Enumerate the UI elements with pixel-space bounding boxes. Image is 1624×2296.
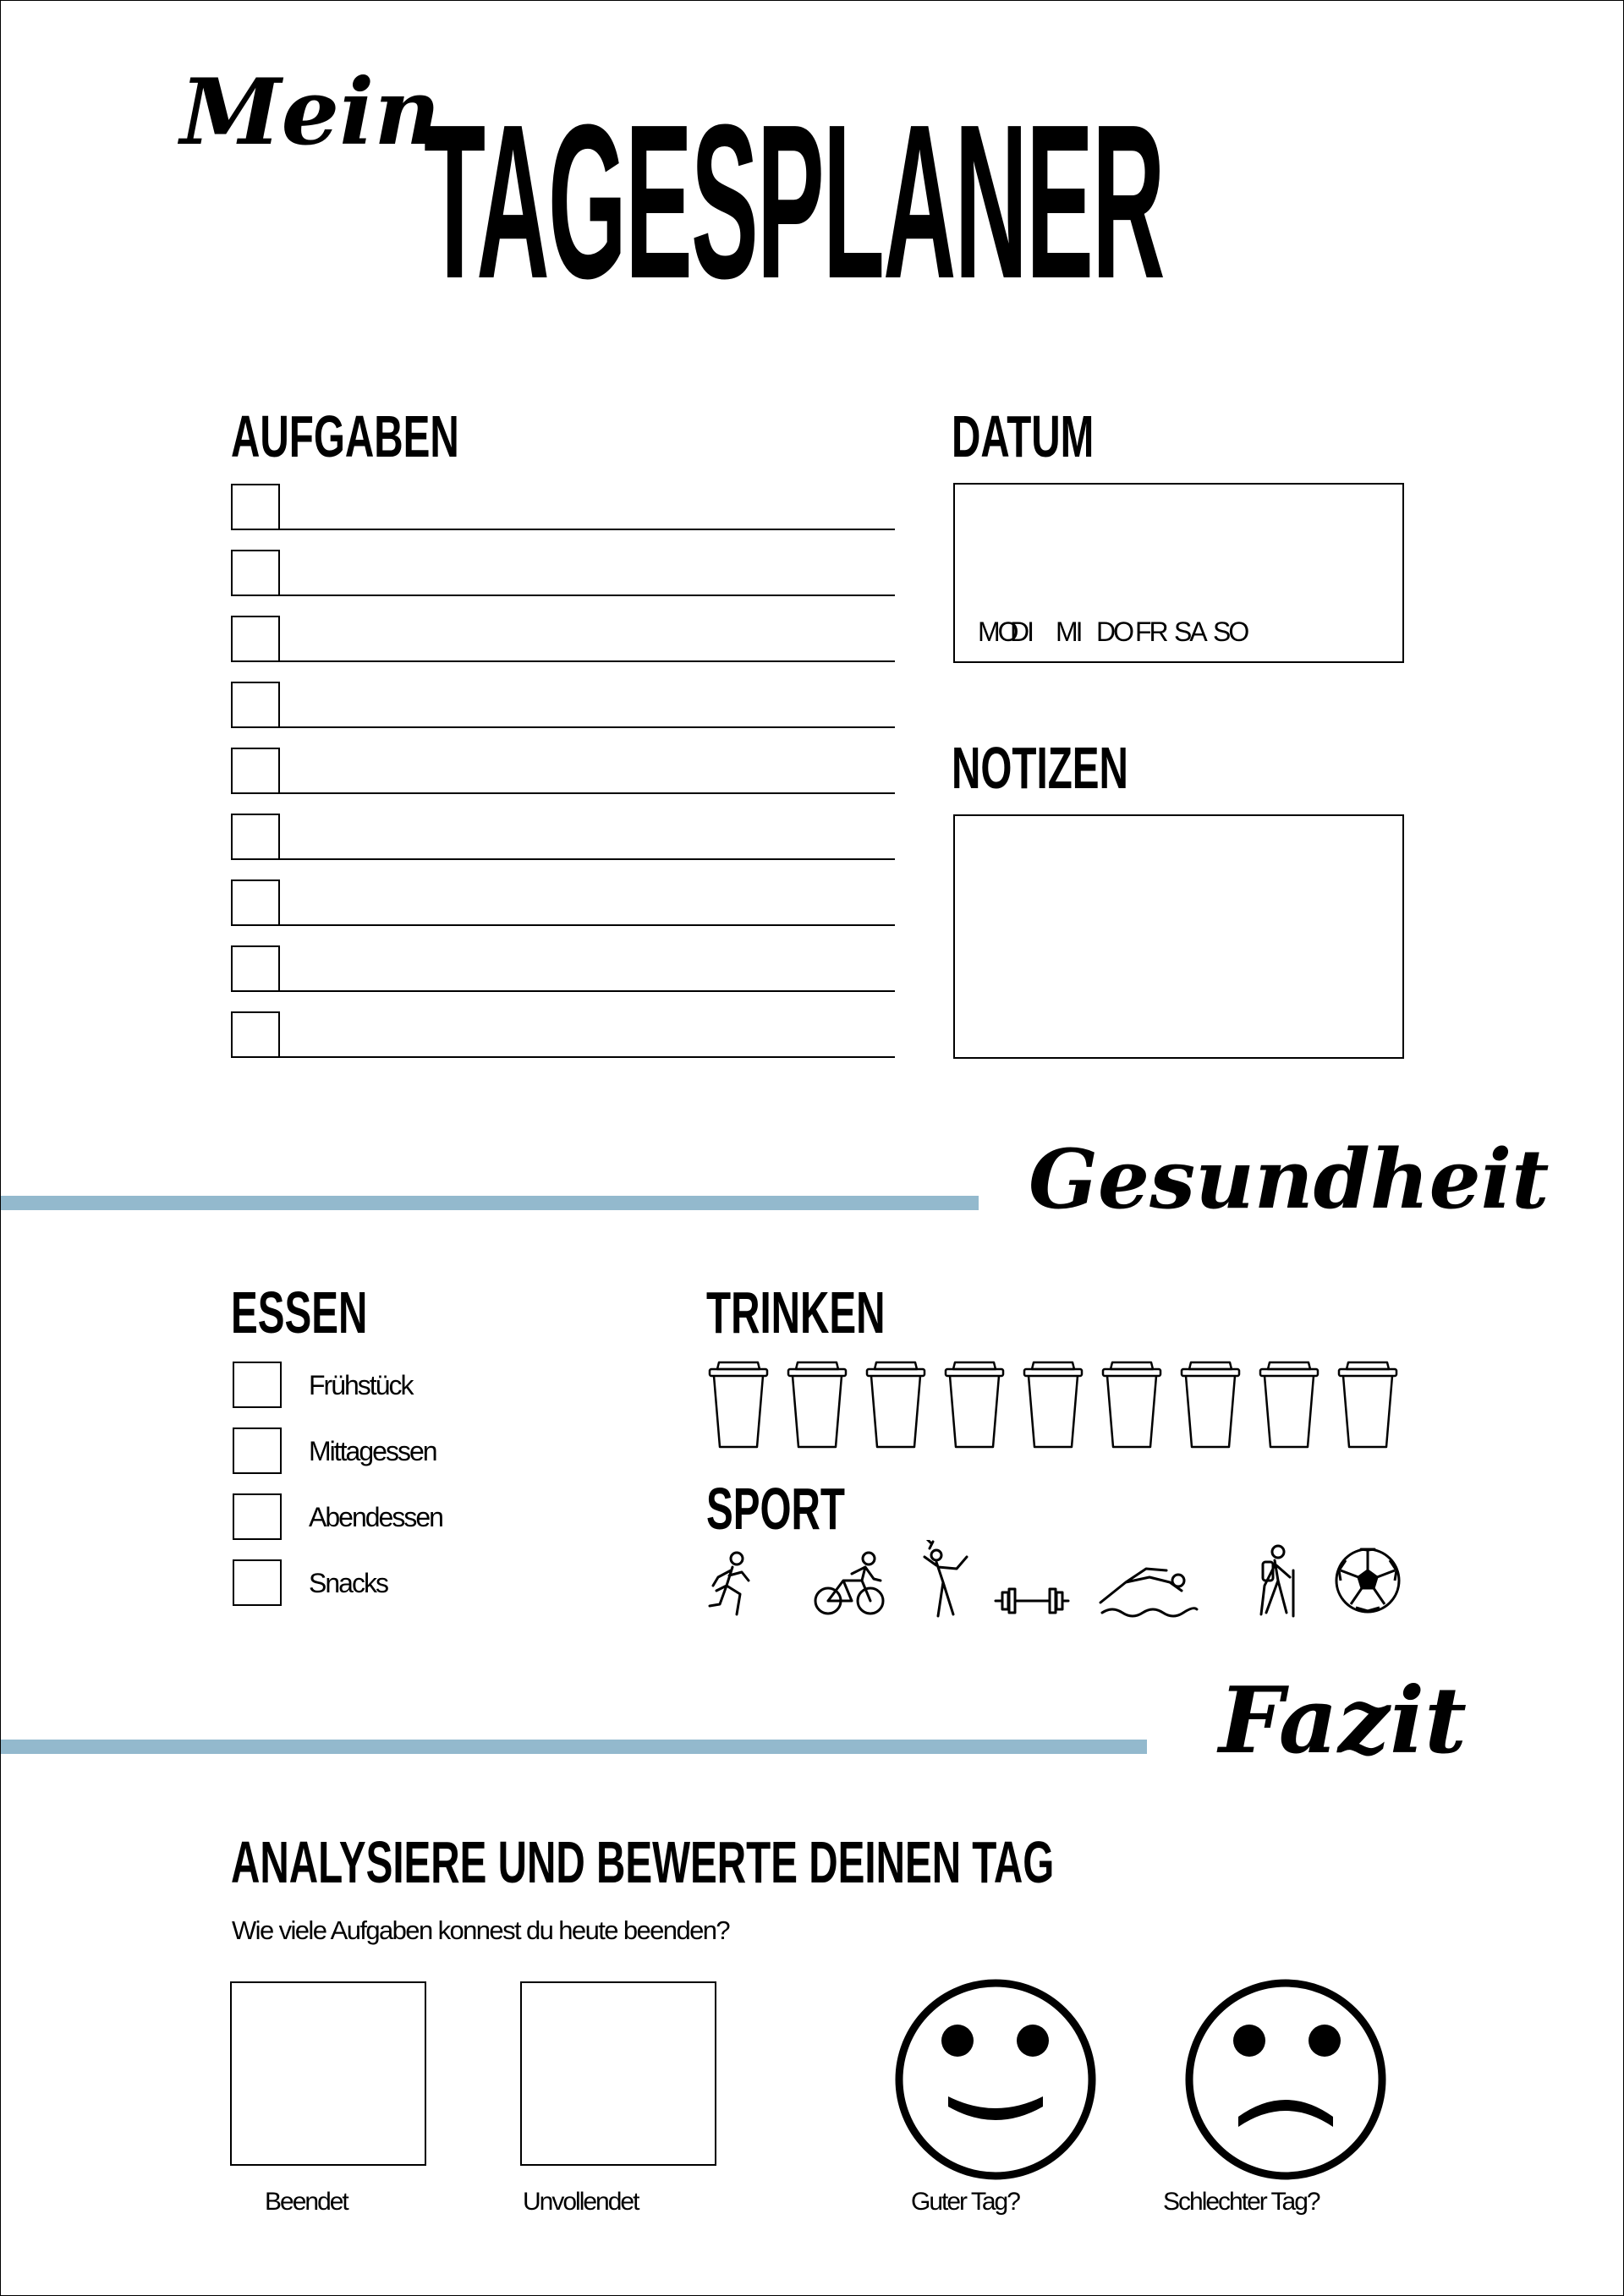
meal-checkbox[interactable] bbox=[233, 1559, 282, 1606]
good-day-label: Guter Tag? bbox=[911, 2188, 1019, 2216]
water-cup-icon[interactable] bbox=[1100, 1359, 1163, 1450]
weekday-so[interactable]: SO bbox=[1213, 616, 1248, 647]
meal-label: Frühstück bbox=[309, 1370, 413, 1400]
task-line[interactable] bbox=[231, 990, 895, 992]
task-line[interactable] bbox=[231, 595, 895, 596]
bad-day-label: Schlechter Tag? bbox=[1163, 2188, 1320, 2216]
sad-face-icon[interactable] bbox=[1184, 1978, 1387, 2181]
health-divider bbox=[1, 1196, 979, 1210]
task-checkbox[interactable] bbox=[231, 748, 280, 794]
completed-label: Beendet bbox=[265, 2188, 348, 2216]
water-cup-icon[interactable] bbox=[1258, 1359, 1320, 1450]
hiking-icon[interactable] bbox=[1261, 1546, 1293, 1616]
happy-face-icon[interactable] bbox=[894, 1978, 1097, 2181]
weekday-mi[interactable]: MI bbox=[1056, 616, 1081, 647]
water-cup-icon[interactable] bbox=[707, 1359, 770, 1450]
notes-heading: NOTIZEN bbox=[952, 735, 1128, 801]
meal-checkbox[interactable] bbox=[233, 1427, 282, 1474]
task-line[interactable] bbox=[231, 924, 895, 926]
water-cup-icon[interactable] bbox=[1179, 1359, 1242, 1450]
task-checkbox[interactable] bbox=[231, 484, 280, 530]
analysis-heading: ANALYSIERE UND BEWERTE DEINEN TAG bbox=[231, 1829, 1055, 1895]
task-line[interactable] bbox=[231, 792, 895, 794]
drink-heading: TRINKEN bbox=[706, 1280, 886, 1345]
task-checkbox[interactable] bbox=[231, 1011, 280, 1058]
task-checkbox[interactable] bbox=[231, 616, 280, 662]
task-line[interactable] bbox=[231, 1056, 895, 1058]
task-line[interactable] bbox=[231, 858, 895, 860]
baseball-icon[interactable] bbox=[923, 1540, 967, 1616]
tasks-heading: AUFGABEN bbox=[231, 403, 459, 469]
meal-label: Abendessen bbox=[309, 1502, 442, 1532]
task-checkbox[interactable] bbox=[231, 879, 280, 926]
health-title: Gesundheit bbox=[1029, 1132, 1550, 1227]
conclusion-divider bbox=[1, 1740, 1147, 1754]
meal-label: Snacks bbox=[309, 1568, 387, 1598]
weekday-sa[interactable]: SA bbox=[1174, 616, 1205, 647]
date-heading: DATUM bbox=[952, 403, 1095, 469]
task-checkbox[interactable] bbox=[231, 945, 280, 992]
weekday-mo[interactable]: MO bbox=[978, 616, 1017, 647]
meal-checkbox[interactable] bbox=[233, 1493, 282, 1540]
sport-icon-row bbox=[703, 1540, 1413, 1625]
task-line[interactable] bbox=[231, 529, 895, 530]
weekday-fr[interactable]: FR bbox=[1135, 616, 1166, 647]
header-script-word: Mein bbox=[180, 59, 441, 166]
conclusion-title: Fazit bbox=[1219, 1668, 1467, 1774]
weekday-row bbox=[978, 618, 1257, 647]
swimming-icon[interactable] bbox=[1100, 1569, 1197, 1616]
food-heading: ESSEN bbox=[231, 1280, 368, 1345]
task-line[interactable] bbox=[231, 726, 895, 728]
running-icon[interactable] bbox=[710, 1553, 749, 1614]
task-checkbox[interactable] bbox=[231, 814, 280, 860]
cycling-icon[interactable] bbox=[815, 1553, 883, 1614]
sport-heading: SPORT bbox=[706, 1476, 845, 1542]
water-cup-icon[interactable] bbox=[786, 1359, 848, 1450]
soccer-ball-icon[interactable] bbox=[1336, 1549, 1399, 1612]
task-checkbox[interactable] bbox=[231, 550, 280, 596]
weekday-di[interactable]: DI bbox=[1010, 616, 1032, 647]
completed-tasks-box[interactable] bbox=[230, 1981, 426, 2166]
task-checkbox[interactable] bbox=[231, 682, 280, 728]
page-title: TAGESPLANER bbox=[424, 79, 1164, 325]
water-cup-icon[interactable] bbox=[1022, 1359, 1084, 1450]
uncompleted-label: Unvollendet bbox=[523, 2188, 639, 2216]
water-cup-icon[interactable] bbox=[864, 1359, 927, 1450]
dumbbell-icon[interactable] bbox=[996, 1589, 1068, 1613]
notes-box[interactable] bbox=[953, 814, 1404, 1059]
task-line[interactable] bbox=[231, 660, 895, 662]
water-cup-icon[interactable] bbox=[1336, 1359, 1399, 1450]
meal-label: Mittagessen bbox=[309, 1436, 436, 1466]
weekday-do[interactable]: DO bbox=[1096, 616, 1132, 647]
meal-checkbox[interactable] bbox=[233, 1362, 282, 1408]
analysis-question: Wie viele Aufgaben konnest du heute beenden? bbox=[232, 1915, 730, 1945]
uncompleted-tasks-box[interactable] bbox=[520, 1981, 716, 2166]
water-cup-icon[interactable] bbox=[943, 1359, 1006, 1450]
